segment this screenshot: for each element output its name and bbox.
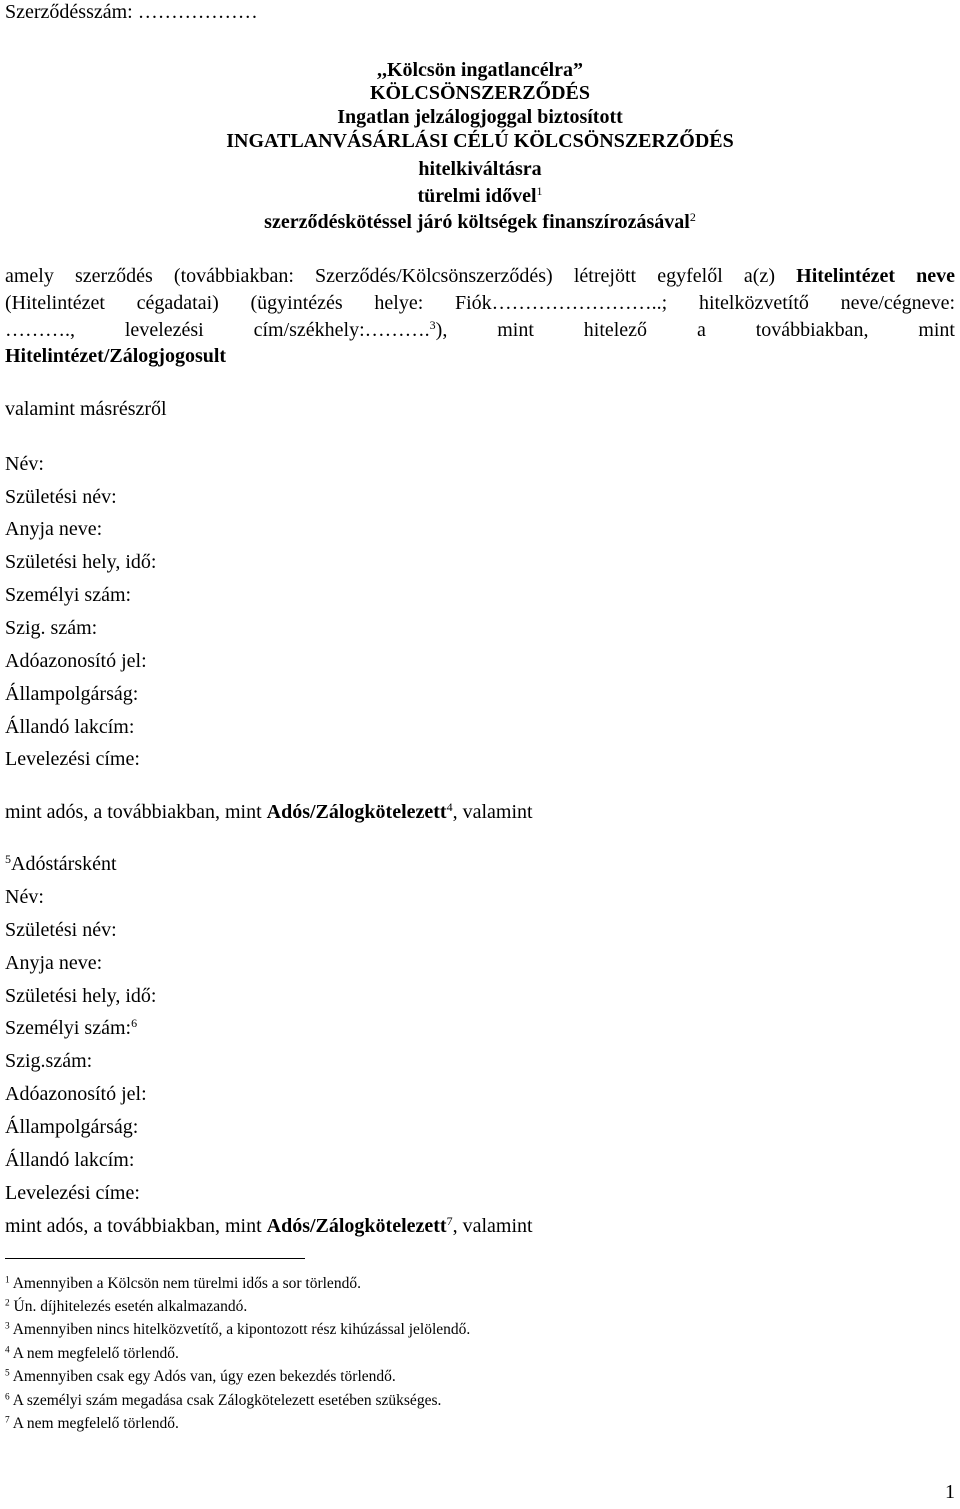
valamint-text: valamint másrészről <box>5 398 167 420</box>
page-number: 1 <box>945 1481 955 1503</box>
debtor-field-citizenship: Állampolgárság: <box>5 683 139 705</box>
intro-line-1: amely szerződés (továbbiakban: Szerződés/Kölcsönszerződés) létrejött egyfelől a(z) Hitelintézet neve <box>5 265 956 287</box>
intro-line-2: (Hitelintézet cégadatai) (ügyintézés helye: Fiók……………………..; hitelközvetítő neve/cégneve: <box>5 292 955 314</box>
debtor-field-mother-name: Anyja neve: <box>5 518 103 540</box>
codebtor-field-birth-name: Születési név: <box>5 919 117 941</box>
codebtor-field-permanent-address: Állandó lakcím: <box>5 1149 135 1171</box>
title-line-1: ,,Kölcsön ingatlancélra” <box>376 59 584 81</box>
title-line-4: INGATLANVÁSÁRLÁSI CÉLÚ KÖLCSÖNSZERZŐDÉS <box>226 130 734 152</box>
footnote-5: $^5$ Amennyiben csak egy Adós van, úgy ezen bekezdés törlendő. <box>5 1368 396 1385</box>
codebtor-field-birth-place-date: Születési hely, idő: <box>5 985 157 1007</box>
intro-line-3: ………., levelezési cím/székhely:……….$^3$), mint hitelező a továbbiakban, mint <box>5 317 955 341</box>
footnote-1: $^1$ Amennyiben a Kölcsön nem türelmi idős a sor törlendő. <box>5 1275 361 1292</box>
debtor-role: mint adós, a továbbiakban, mint Adós/Zálogkötelezett$^4$, valamint <box>5 799 533 823</box>
intro-line-4: Hitelintézet/Zálogjogosult <box>5 345 227 367</box>
codebtor-field-tax-id: Adóazonosító jel: <box>5 1083 147 1105</box>
codebtor-field-citizenship: Állampolgárság: <box>5 1116 139 1138</box>
title-line-6: türelmi idővel$^1$ <box>417 183 543 207</box>
codebtor-field-id-number: Szig.szám: <box>5 1050 93 1072</box>
debtor-field-permanent-address: Állandó lakcím: <box>5 716 135 738</box>
debtor-field-birth-name: Születési név: <box>5 486 117 508</box>
debtor-field-birth-place-date: Születési hely, idő: <box>5 551 157 573</box>
codebtor-field-name: Név: <box>5 886 44 908</box>
title-line-2: KÖLCSÖNSZERZŐDÉS <box>369 82 591 104</box>
codebtor-heading: $^5$Adóstársként <box>5 851 117 875</box>
footnote-3: $^3$ Amennyiben nincs hitelközvetítő, a kipontozott rész kihúzással jelölendő. <box>5 1321 471 1338</box>
debtor-field-personal-number: Személyi szám: <box>5 584 132 606</box>
title-line-7: szerződéskötéssel járó költségek finanszírozásával$^2$ <box>264 209 696 233</box>
title-line-5: hitelkiváltásra <box>418 158 542 180</box>
codebtor-field-mailing-address: Levelezési címe: <box>5 1182 140 1204</box>
debtor-field-name: Név: <box>5 453 44 475</box>
contract-number: Szerződésszám: ……………… <box>5 1 258 23</box>
footnote-7: $^7$ A nem megfelelő törlendő. <box>5 1415 179 1432</box>
debtor-field-id-number: Szig. szám: <box>5 617 98 639</box>
codebtor-role: mint adós, a továbbiakban, mint Adós/Zálogkötelezett$^7$, valamint <box>5 1213 533 1237</box>
codebtor-field-personal-number: Személyi szám:$^6$ <box>5 1015 138 1039</box>
debtor-field-mailing-address: Levelezési címe: <box>5 748 140 770</box>
footnote-separator <box>5 1258 305 1259</box>
footnote-2: $^2$ Ún. díjhitelezés esetén alkalmazandó. <box>5 1298 248 1315</box>
debtor-field-tax-id: Adóazonosító jel: <box>5 650 147 672</box>
title-line-3: Ingatlan jelzálogjoggal biztosított <box>337 106 623 128</box>
footnote-6: $^6$ A személyi szám megadása csak Zálogkötelezett esetében szükséges. <box>5 1392 442 1409</box>
footnote-4: $^4$ A nem megfelelő törlendő. <box>5 1345 179 1362</box>
codebtor-field-mother-name: Anyja neve: <box>5 952 103 974</box>
